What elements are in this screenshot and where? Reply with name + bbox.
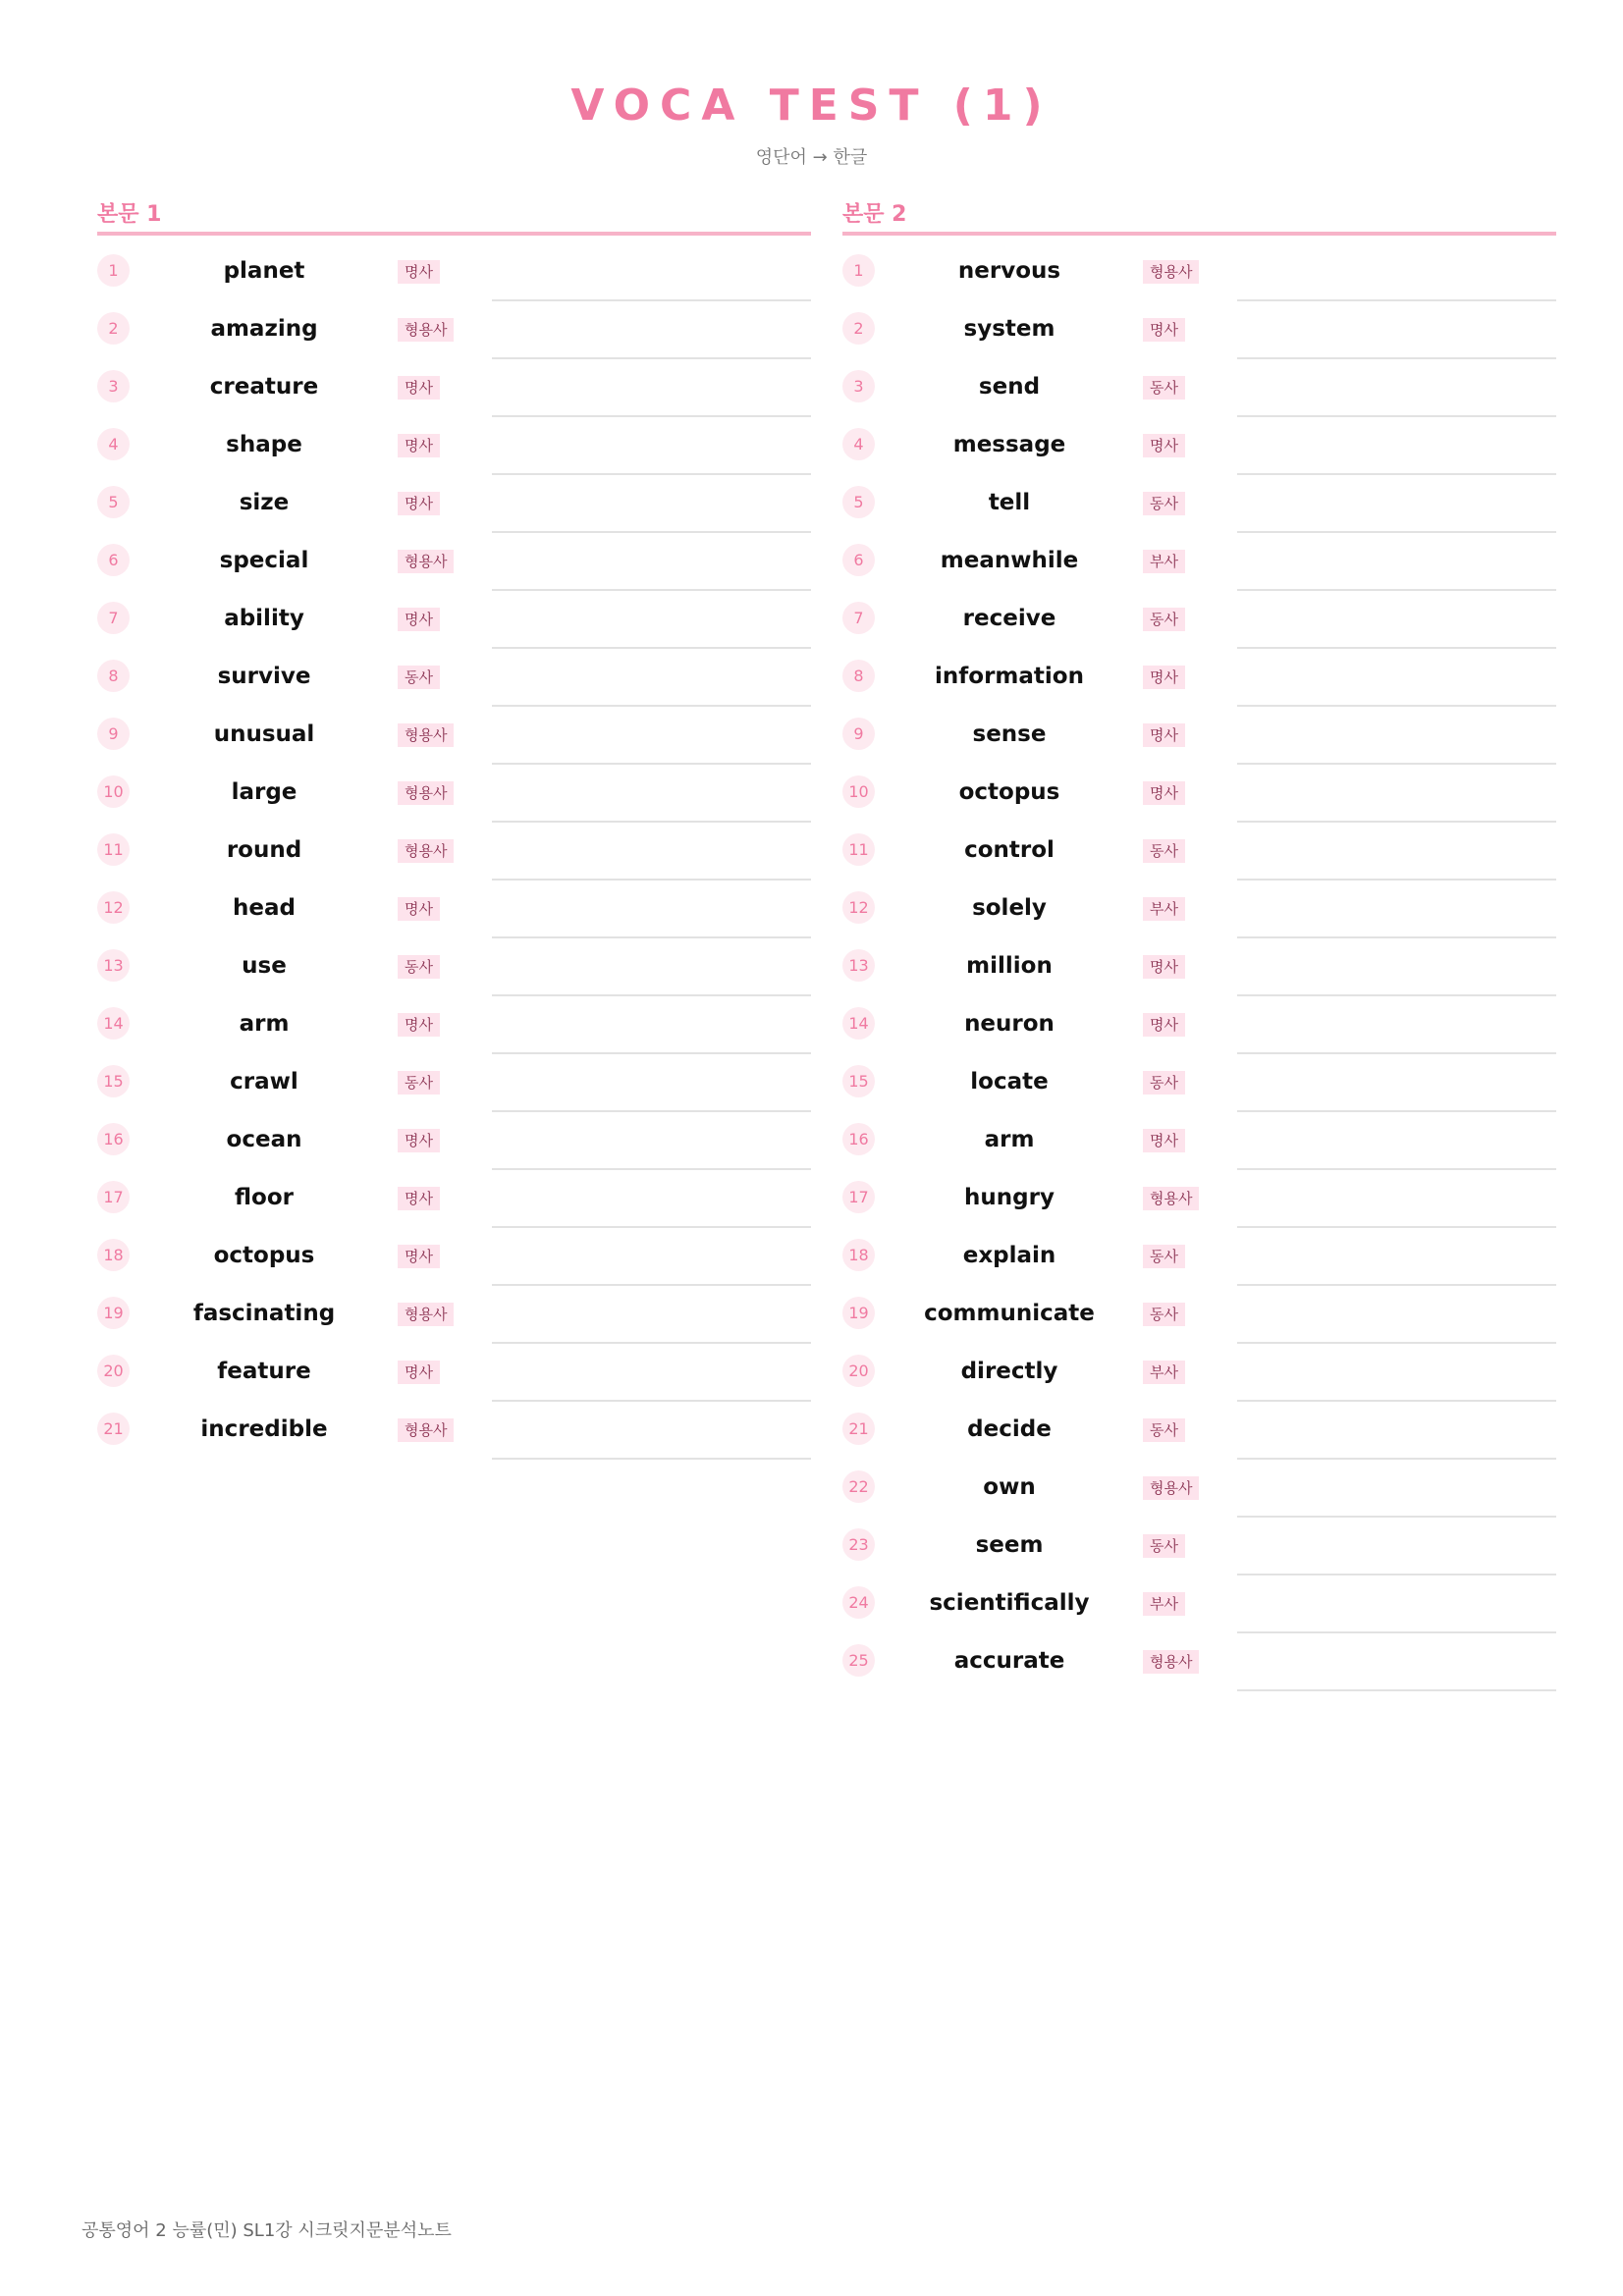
word-row [97, 1228, 811, 1286]
english-word: million [966, 953, 1053, 979]
word-row [842, 1575, 1556, 1633]
word-row [842, 591, 1556, 649]
english-word: head [233, 895, 296, 921]
word-row [842, 243, 1556, 301]
item-number: 16 [842, 1123, 875, 1155]
item-number: 7 [97, 602, 130, 634]
english-word: scientifically [929, 1590, 1090, 1616]
part-of-speech-badge: 부사 [1143, 897, 1185, 921]
word-row [97, 1054, 811, 1112]
word-row [842, 359, 1556, 417]
item-number: 5 [97, 486, 130, 518]
word-row [842, 649, 1556, 707]
part-of-speech-badge: 동사 [398, 666, 440, 689]
english-word: explain [962, 1243, 1056, 1268]
part-of-speech-badge: 동사 [1143, 608, 1185, 631]
footer-text: 공통영어 2 능률(민) SL1강 시크릿지문분석노트 [81, 2220, 452, 2241]
part-of-speech-badge: 명사 [1143, 434, 1185, 457]
english-word: information [935, 664, 1084, 689]
word-row [97, 475, 811, 533]
part-of-speech-badge: 명사 [1143, 1013, 1185, 1037]
english-word: meanwhile [940, 548, 1079, 573]
part-of-speech-badge: 동사 [1143, 492, 1185, 515]
word-row [842, 417, 1556, 475]
item-number: 8 [97, 660, 130, 692]
item-number: 9 [842, 718, 875, 750]
part-of-speech-badge: 명사 [398, 376, 440, 400]
english-word: shape [226, 432, 302, 457]
part-of-speech-badge: 명사 [398, 260, 440, 284]
part-of-speech-badge: 형용사 [398, 1418, 454, 1442]
word-row [842, 1286, 1556, 1344]
part-of-speech-badge: 형용사 [398, 550, 454, 573]
part-of-speech-badge: 명사 [398, 1129, 440, 1152]
word-row [97, 1402, 811, 1460]
part-of-speech-badge: 명사 [398, 897, 440, 921]
english-word: hungry [964, 1185, 1055, 1210]
part-of-speech-badge: 명사 [398, 1245, 440, 1268]
item-number: 18 [842, 1239, 875, 1271]
item-number: 23 [842, 1528, 875, 1561]
word-row [842, 881, 1556, 938]
english-word: arm [984, 1127, 1035, 1152]
english-word: floor [235, 1185, 294, 1210]
item-number: 2 [97, 312, 130, 345]
english-word: use [242, 953, 287, 979]
word-row [97, 417, 811, 475]
word-row [97, 765, 811, 823]
item-number: 18 [97, 1239, 130, 1271]
english-word: receive [962, 606, 1056, 631]
section-title: 본문 1 [97, 198, 811, 236]
part-of-speech-badge: 명사 [1143, 723, 1185, 747]
part-of-speech-badge: 형용사 [398, 318, 454, 342]
item-number: 3 [97, 370, 130, 402]
part-of-speech-badge: 명사 [1143, 1129, 1185, 1152]
answer-line[interactable] [492, 1458, 811, 1460]
item-number: 10 [97, 775, 130, 808]
english-word: unusual [213, 721, 315, 747]
word-row [97, 996, 811, 1054]
word-row [97, 1170, 811, 1228]
part-of-speech-badge: 명사 [398, 1187, 440, 1210]
section-1 [97, 198, 811, 1460]
item-number: 13 [97, 949, 130, 982]
english-word: locate [970, 1069, 1049, 1095]
item-number: 10 [842, 775, 875, 808]
word-row [842, 1518, 1556, 1575]
item-number: 8 [842, 660, 875, 692]
part-of-speech-badge: 동사 [1143, 376, 1185, 400]
item-number: 7 [842, 602, 875, 634]
part-of-speech-badge: 명사 [1143, 318, 1185, 342]
part-of-speech-badge: 명사 [398, 608, 440, 631]
item-number: 22 [842, 1470, 875, 1503]
word-row [842, 1170, 1556, 1228]
english-word: control [964, 837, 1055, 863]
english-word: amazing [210, 316, 318, 342]
english-word: accurate [953, 1648, 1065, 1674]
item-number: 3 [842, 370, 875, 402]
section-2 [842, 198, 1556, 1691]
answer-line[interactable] [1237, 1689, 1556, 1691]
english-word: own [983, 1474, 1036, 1500]
word-list [842, 243, 1556, 1691]
part-of-speech-badge: 부사 [1143, 1361, 1185, 1384]
item-number: 9 [97, 718, 130, 750]
english-word: survive [217, 664, 311, 689]
english-word: sense [972, 721, 1047, 747]
english-word: directly [960, 1359, 1058, 1384]
word-row [842, 1054, 1556, 1112]
item-number: 21 [842, 1413, 875, 1445]
word-row [97, 881, 811, 938]
word-row [97, 938, 811, 996]
part-of-speech-badge: 명사 [398, 1361, 440, 1384]
english-word: fascinating [192, 1301, 336, 1326]
english-word: large [231, 779, 298, 805]
word-row [97, 1286, 811, 1344]
part-of-speech-badge: 형용사 [398, 781, 454, 805]
part-of-speech-badge: 명사 [398, 1013, 440, 1037]
word-row [97, 533, 811, 591]
english-word: feature [217, 1359, 311, 1384]
part-of-speech-badge: 명사 [1143, 955, 1185, 979]
english-word: decide [967, 1416, 1052, 1442]
part-of-speech-badge: 동사 [1143, 839, 1185, 863]
item-number: 4 [842, 428, 875, 460]
item-number: 15 [842, 1065, 875, 1097]
part-of-speech-badge: 형용사 [398, 839, 454, 863]
item-number: 17 [842, 1181, 875, 1213]
english-word: octopus [958, 779, 1060, 805]
part-of-speech-badge: 형용사 [1143, 1650, 1199, 1674]
word-row [842, 1460, 1556, 1518]
english-word: round [226, 837, 302, 863]
word-row [842, 707, 1556, 765]
item-number: 15 [97, 1065, 130, 1097]
word-row [842, 1633, 1556, 1691]
item-number: 14 [842, 1007, 875, 1040]
page-title: VOCA TEST (1) [570, 80, 1053, 131]
word-row [842, 1228, 1556, 1286]
item-number: 21 [97, 1413, 130, 1445]
part-of-speech-badge: 동사 [398, 955, 440, 979]
english-word: solely [972, 895, 1047, 921]
item-number: 6 [97, 544, 130, 576]
word-row [842, 301, 1556, 359]
word-row [97, 243, 811, 301]
english-word: neuron [964, 1011, 1055, 1037]
word-row [842, 533, 1556, 591]
item-number: 11 [842, 833, 875, 866]
word-row [97, 301, 811, 359]
part-of-speech-badge: 형용사 [1143, 260, 1199, 284]
part-of-speech-badge: 동사 [1143, 1303, 1185, 1326]
word-row [842, 823, 1556, 881]
word-row [97, 1344, 811, 1402]
item-number: 1 [842, 254, 875, 287]
item-number: 5 [842, 486, 875, 518]
section-title: 본문 2 [842, 198, 1556, 236]
english-word: system [963, 316, 1055, 342]
word-row [97, 359, 811, 417]
part-of-speech-badge: 동사 [1143, 1071, 1185, 1095]
word-row [97, 1112, 811, 1170]
english-word: incredible [200, 1416, 328, 1442]
english-word: crawl [230, 1069, 298, 1095]
english-word: communicate [924, 1301, 1095, 1326]
english-word: planet [223, 258, 305, 284]
part-of-speech-badge: 부사 [1143, 1592, 1185, 1616]
part-of-speech-badge: 부사 [1143, 550, 1185, 573]
word-list [97, 243, 811, 1460]
item-number: 20 [97, 1355, 130, 1387]
part-of-speech-badge: 형용사 [398, 723, 454, 747]
english-word: ocean [226, 1127, 302, 1152]
word-row [842, 1402, 1556, 1460]
word-row [97, 823, 811, 881]
item-number: 12 [97, 891, 130, 924]
item-number: 2 [842, 312, 875, 345]
item-number: 1 [97, 254, 130, 287]
item-number: 11 [97, 833, 130, 866]
english-word: special [219, 548, 309, 573]
part-of-speech-badge: 동사 [1143, 1418, 1185, 1442]
english-word: creature [209, 374, 319, 400]
item-number: 17 [97, 1181, 130, 1213]
part-of-speech-badge: 동사 [1143, 1534, 1185, 1558]
part-of-speech-badge: 형용사 [1143, 1476, 1199, 1500]
part-of-speech-badge: 명사 [1143, 666, 1185, 689]
item-number: 24 [842, 1586, 875, 1619]
english-word: nervous [957, 258, 1061, 284]
part-of-speech-badge: 명사 [1143, 781, 1185, 805]
item-number: 12 [842, 891, 875, 924]
english-word: size [239, 490, 290, 515]
english-word: ability [224, 606, 304, 631]
english-word: arm [239, 1011, 290, 1037]
part-of-speech-badge: 형용사 [398, 1303, 454, 1326]
english-word: tell [988, 490, 1031, 515]
item-number: 19 [842, 1297, 875, 1329]
part-of-speech-badge: 형용사 [1143, 1187, 1199, 1210]
word-row [842, 1112, 1556, 1170]
part-of-speech-badge: 동사 [398, 1071, 440, 1095]
english-word: seem [975, 1532, 1044, 1558]
english-word: octopus [213, 1243, 315, 1268]
item-number: 14 [97, 1007, 130, 1040]
word-row [97, 591, 811, 649]
item-number: 19 [97, 1297, 130, 1329]
english-word: send [978, 374, 1041, 400]
page-subtitle: 영단어 → 한글 [755, 147, 868, 168]
part-of-speech-badge: 명사 [398, 434, 440, 457]
item-number: 13 [842, 949, 875, 982]
item-number: 4 [97, 428, 130, 460]
english-word: message [952, 432, 1066, 457]
word-row [842, 938, 1556, 996]
word-row [842, 475, 1556, 533]
word-row [97, 707, 811, 765]
item-number: 16 [97, 1123, 130, 1155]
word-row [842, 996, 1556, 1054]
word-row [97, 649, 811, 707]
part-of-speech-badge: 명사 [398, 492, 440, 515]
word-row [842, 765, 1556, 823]
item-number: 25 [842, 1644, 875, 1677]
word-row [842, 1344, 1556, 1402]
item-number: 20 [842, 1355, 875, 1387]
part-of-speech-badge: 동사 [1143, 1245, 1185, 1268]
item-number: 6 [842, 544, 875, 576]
